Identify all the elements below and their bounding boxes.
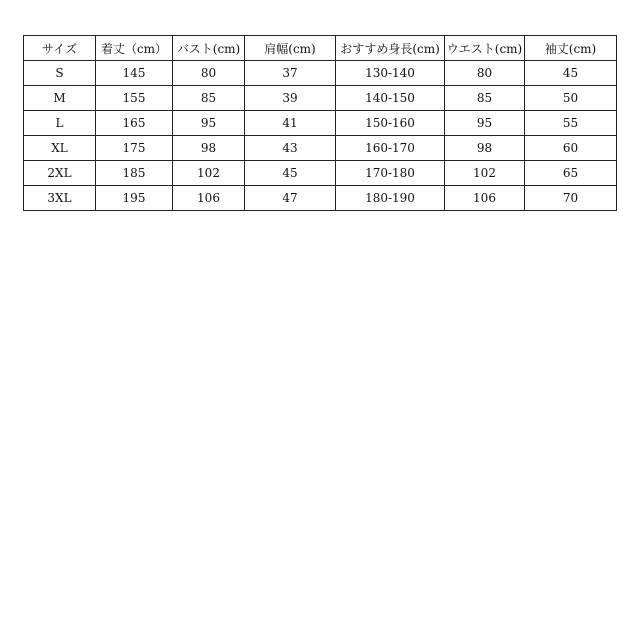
cell-length: 145: [96, 61, 173, 86]
table-header-row: [24, 36, 617, 61]
cell-waist: 98: [445, 136, 525, 161]
cell-size: L: [24, 111, 96, 136]
cell-bust: 80: [173, 61, 245, 86]
table-row: [24, 111, 617, 136]
cell-recommended-height: 170-180: [336, 161, 445, 186]
cell-bust: 98: [173, 136, 245, 161]
cell-length: 165: [96, 111, 173, 136]
cell-sleeve: 55: [525, 111, 617, 136]
cell-shoulder: 37: [245, 61, 336, 86]
header-waist: ウエスト(cm): [445, 36, 525, 61]
cell-sleeve: 70: [525, 186, 617, 211]
cell-size: XL: [24, 136, 96, 161]
table-row: [24, 86, 617, 111]
cell-length: 185: [96, 161, 173, 186]
cell-waist: 106: [445, 186, 525, 211]
cell-shoulder: 39: [245, 86, 336, 111]
cell-shoulder: 47: [245, 186, 336, 211]
cell-bust: 95: [173, 111, 245, 136]
header-recommended-height: おすすめ身長(cm): [336, 36, 445, 61]
header-bust: バスト(cm): [173, 36, 245, 61]
table-row: [24, 61, 617, 86]
cell-sleeve: 60: [525, 136, 617, 161]
cell-length: 175: [96, 136, 173, 161]
cell-shoulder: 45: [245, 161, 336, 186]
cell-bust: 106: [173, 186, 245, 211]
cell-sleeve: 45: [525, 61, 617, 86]
table-row: [24, 161, 617, 186]
cell-size: S: [24, 61, 96, 86]
cell-recommended-height: 140-150: [336, 86, 445, 111]
cell-size: 3XL: [24, 186, 96, 211]
cell-sleeve: 50: [525, 86, 617, 111]
cell-waist: 95: [445, 111, 525, 136]
cell-size: M: [24, 86, 96, 111]
size-chart-table: [23, 35, 617, 211]
cell-recommended-height: 180-190: [336, 186, 445, 211]
cell-length: 155: [96, 86, 173, 111]
cell-size: 2XL: [24, 161, 96, 186]
cell-waist: 102: [445, 161, 525, 186]
cell-bust: 102: [173, 161, 245, 186]
cell-shoulder: 43: [245, 136, 336, 161]
cell-waist: 80: [445, 61, 525, 86]
header-sleeve: 袖丈(cm): [525, 36, 617, 61]
cell-waist: 85: [445, 86, 525, 111]
cell-length: 195: [96, 186, 173, 211]
header-length: 着丈（cm）: [96, 36, 173, 61]
cell-sleeve: 65: [525, 161, 617, 186]
cell-recommended-height: 150-160: [336, 111, 445, 136]
table-row: [24, 186, 617, 211]
header-size: サイズ: [24, 36, 96, 61]
cell-recommended-height: 160-170: [336, 136, 445, 161]
cell-bust: 85: [173, 86, 245, 111]
header-shoulder: 肩幅(cm): [245, 36, 336, 61]
cell-recommended-height: 130-140: [336, 61, 445, 86]
cell-shoulder: 41: [245, 111, 336, 136]
table-row: [24, 136, 617, 161]
